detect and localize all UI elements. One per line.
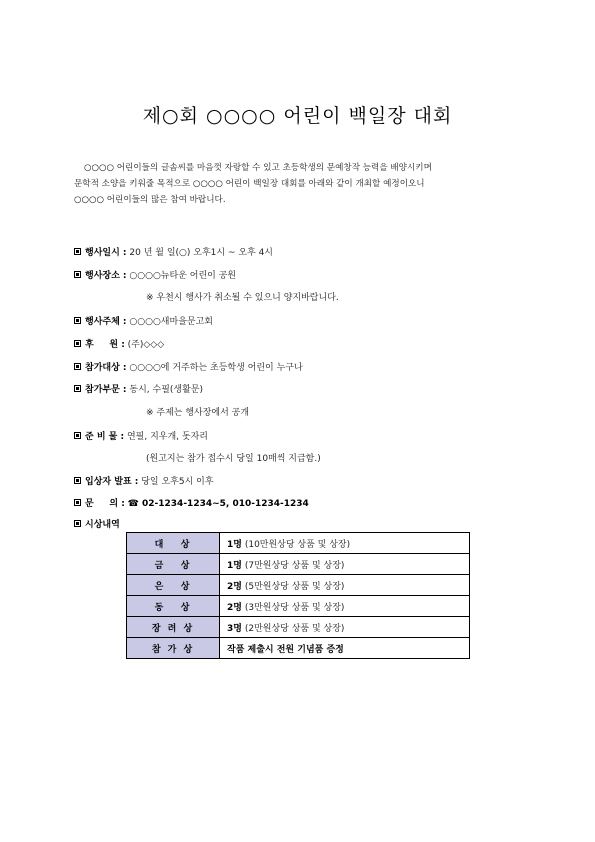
square-bullet-icon xyxy=(74,340,81,347)
table-row xyxy=(127,554,470,575)
prize-rank: 참 가 상 xyxy=(127,638,220,659)
document-title: 제○회 ○○○○ 어린이 백일장 대회 xyxy=(142,105,453,127)
prize-rank: 대 상 xyxy=(127,533,220,554)
info-value: (주)◇◇◇ xyxy=(127,340,165,350)
info-row-venue xyxy=(74,268,236,282)
info-row-host xyxy=(74,314,213,328)
square-bullet-icon xyxy=(74,520,81,527)
square-bullet-icon xyxy=(74,271,81,278)
info-label: 행사주체 : xyxy=(85,317,127,327)
info-label: 입상자 발표 : xyxy=(85,477,139,487)
info-row-awards xyxy=(74,517,120,531)
info-value: 연필, 지우개, 돗자리 xyxy=(126,432,208,442)
info-value: 동시, 수필(생활문) xyxy=(129,385,203,395)
info-value: ☎ 02-1234-1234~5, 010-1234-1234 xyxy=(127,499,309,509)
info-row-category xyxy=(74,382,203,396)
info-row-date xyxy=(74,245,273,259)
prize-table xyxy=(126,532,470,659)
table-row xyxy=(127,596,470,617)
info-value: ○○○○에 거주하는 초등학생 어린이 누구나 xyxy=(129,363,303,373)
prize-detail xyxy=(220,596,470,617)
info-label: 시상내역 xyxy=(85,520,120,530)
info-label: 행사일시 : xyxy=(85,248,127,258)
info-note-topic: ※ 주제는 행사장에서 공개 xyxy=(146,408,250,418)
info-row-contact xyxy=(74,496,309,510)
prize-detail xyxy=(220,554,470,575)
prize-detail xyxy=(220,638,470,659)
info-label: 참가대상 : xyxy=(85,363,127,373)
prize-count: 작품 제출시 전원 기념품 증정 xyxy=(227,644,344,655)
square-bullet-icon xyxy=(74,432,81,439)
prize-count: 2명 xyxy=(227,581,242,592)
square-bullet-icon xyxy=(74,317,81,324)
prize-note: (5만원상당 상품 및 상장) xyxy=(241,581,345,592)
table-row xyxy=(127,533,470,554)
prize-note: (2만원상당 상품 및 상장) xyxy=(241,623,345,634)
prize-rank: 동 상 xyxy=(127,596,220,617)
info-row-supplies xyxy=(74,429,208,443)
info-note-rain: ※ 우천시 행사가 취소될 수 있으니 양지바랍니다. xyxy=(146,293,339,303)
table-row xyxy=(127,575,470,596)
intro-paragraph xyxy=(74,160,534,208)
table-row xyxy=(127,638,470,659)
prize-count: 1명 xyxy=(227,560,242,571)
info-label: 참가부문 : xyxy=(85,385,127,395)
square-bullet-icon xyxy=(74,363,81,370)
info-row-sponsor xyxy=(74,337,164,351)
info-label: 준 비 물 : xyxy=(85,432,125,442)
info-label: 후 원 : xyxy=(85,340,125,350)
intro-line: ○○○○ 어린이들의 많은 참여 바랍니다. xyxy=(74,195,226,205)
table-row xyxy=(127,617,470,638)
info-row-eligibility xyxy=(74,360,303,374)
prize-rank: 금 상 xyxy=(127,554,220,575)
info-label: 문 의 : xyxy=(85,499,125,509)
prize-count: 2명 xyxy=(227,602,242,613)
info-value: 20 년 월 일(○) 오후1시 ~ 오후 4시 xyxy=(129,248,273,258)
info-row-announcement xyxy=(74,474,214,488)
prize-count: 1명 xyxy=(227,539,242,550)
prize-note: (10만원상당 상품 및 상장) xyxy=(241,539,351,550)
prize-count: 3명 xyxy=(227,623,242,634)
prize-rank: 은 상 xyxy=(127,575,220,596)
info-value: ○○○○뉴타운 어린이 공원 xyxy=(129,271,237,281)
square-bullet-icon xyxy=(74,385,81,392)
intro-line: ○○○○ 어린이들의 글솜씨를 마음껏 자랑할 수 있고 초등학생의 문예창작 능력을 배양시키며 xyxy=(84,163,432,173)
info-note-paper: (원고지는 참가 접수시 당일 10매씩 지급함.) xyxy=(146,454,321,464)
prize-note: (3만원상당 상품 및 상장) xyxy=(241,602,345,613)
square-bullet-icon xyxy=(74,477,81,484)
prize-note: (7만원상당 상품 및 상장) xyxy=(241,560,345,571)
info-value: 당일 오후5시 이후 xyxy=(141,477,214,487)
prize-detail xyxy=(220,533,470,554)
info-label: 행사장소 : xyxy=(85,271,127,281)
info-value: ○○○○새마을문고회 xyxy=(129,317,213,327)
intro-line: 문학적 소양을 키워줄 목적으로 ○○○○ 어린이 백일장 대회를 아래와 같이 개최할 예정이오니 xyxy=(74,179,425,189)
prize-detail xyxy=(220,575,470,596)
square-bullet-icon xyxy=(74,248,81,255)
square-bullet-icon xyxy=(74,499,81,506)
prize-rank: 장 려 상 xyxy=(127,617,220,638)
prize-detail xyxy=(220,617,470,638)
